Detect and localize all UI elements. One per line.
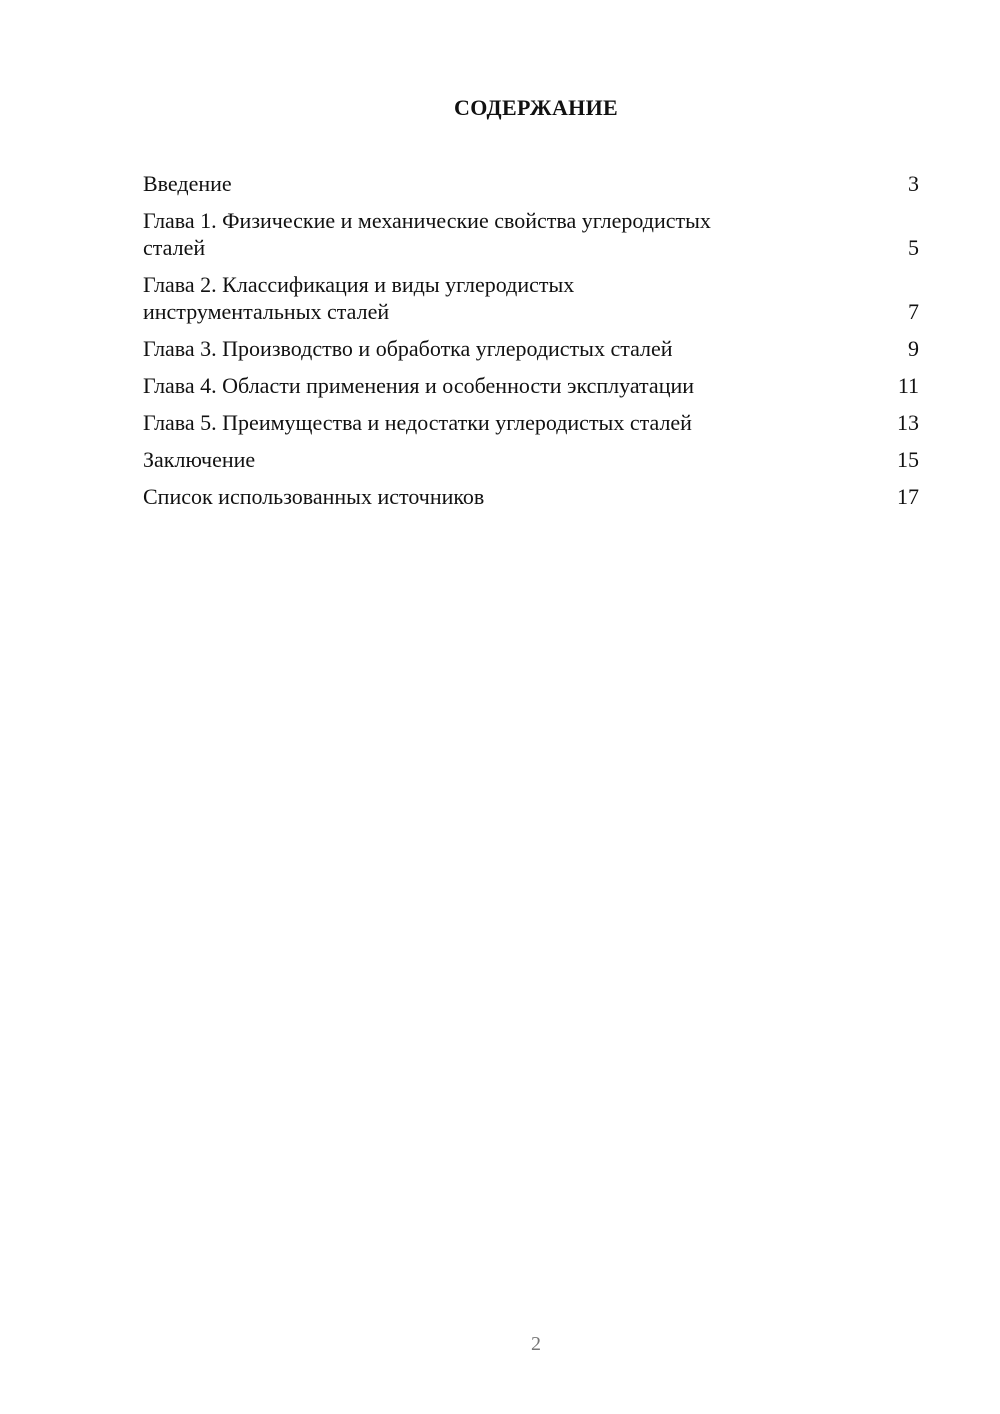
toc-entry-chapter-3 <box>143 335 919 362</box>
toc-entry-label: Введение <box>143 171 232 196</box>
toc-entry-page: 13 <box>897 410 919 435</box>
toc-entry-page: 17 <box>897 484 919 509</box>
toc-entry-page: 7 <box>908 299 919 324</box>
toc-entry-page: 5 <box>908 235 919 260</box>
toc-entry-chapter-5 <box>143 409 919 436</box>
toc-entry-page: 15 <box>897 447 919 472</box>
toc-entry-label: Заключение <box>143 447 256 472</box>
toc-list <box>143 170 919 520</box>
toc-entry-chapter-2 <box>143 271 919 325</box>
toc-entry-page: 9 <box>908 336 919 361</box>
page-number: 2 <box>531 1333 541 1355</box>
toc-entry-label: Глава 1. Физические и механические свойства углеродистых сталей <box>143 208 711 260</box>
toc-entry-label: Глава 2. Классификация и виды углеродистых инструментальных сталей <box>143 272 575 324</box>
toc-entry-conclusion <box>143 446 919 473</box>
toc-entry-references <box>143 483 919 510</box>
toc-entry-chapter-4 <box>143 372 919 399</box>
toc-title: СОДЕРЖАНИЕ <box>454 95 618 120</box>
toc-entry-label: Список использованных источников <box>143 484 485 509</box>
toc-entry-introduction <box>143 170 919 197</box>
toc-entry-page: 11 <box>897 373 919 398</box>
toc-entry-page: 3 <box>908 171 919 196</box>
toc-entry-label: Глава 3. Производство и обработка углеродистых сталей <box>143 336 673 361</box>
toc-entry-label: Глава 5. Преимущества и недостатки углеродистых сталей <box>143 410 692 435</box>
toc-entry-label: Глава 4. Области применения и особенности эксплуатации <box>143 373 695 398</box>
toc-entry-chapter-1 <box>143 207 919 261</box>
